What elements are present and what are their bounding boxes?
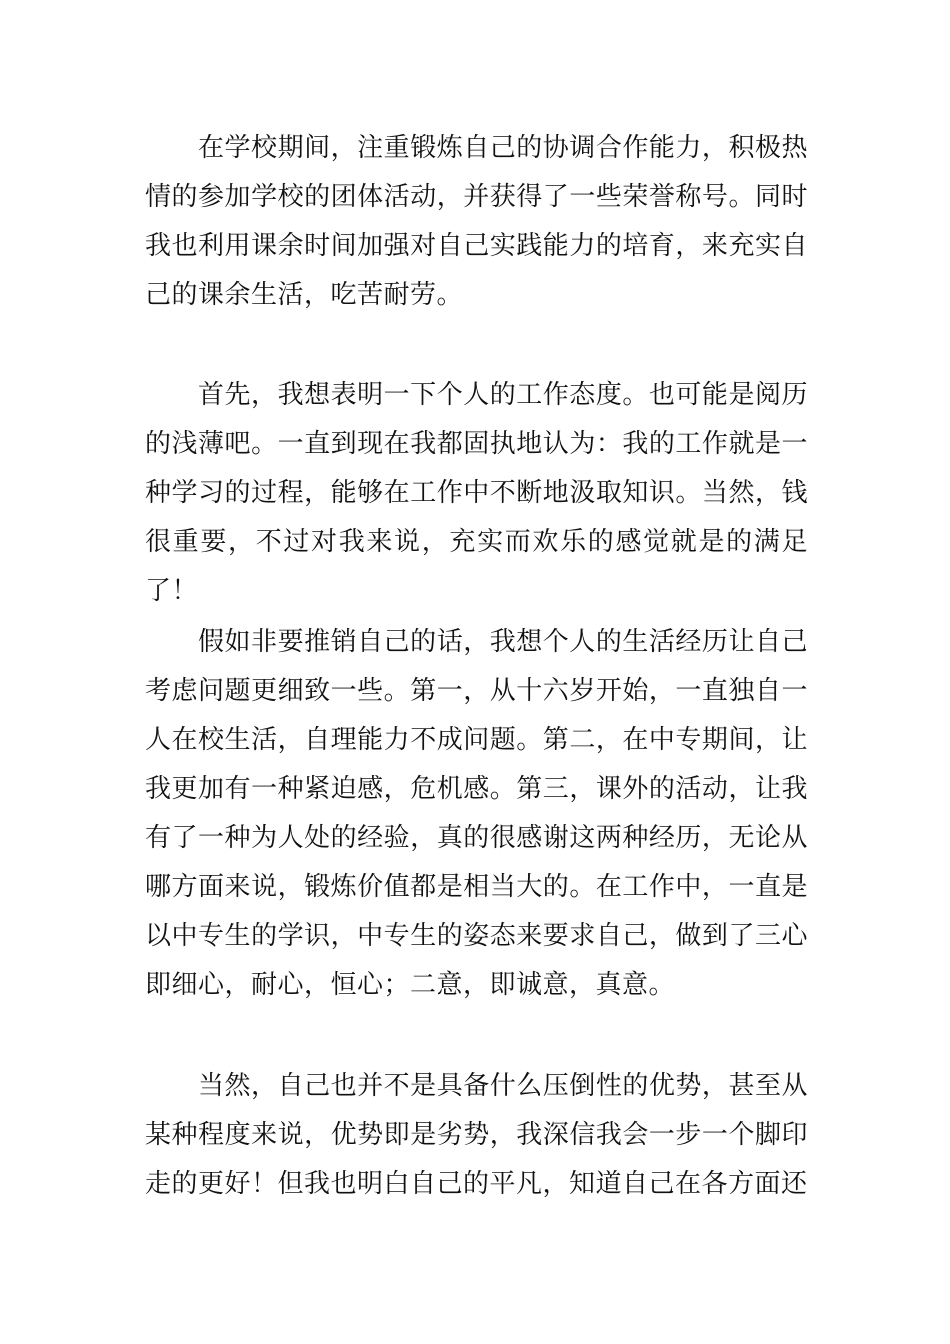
paragraph-work-attitude: 首先，我想表明一下个人的工作态度。也可能是阅历的浅薄吧。一直到现在我都固执地认为：我的工作就是一种学习的过程，能够在工作中不断地汲取知识。当然，钱很重要，不过对我来说，充实而欢乐的感觉就是的满足了！ [145,380,808,606]
paragraph-life-experience: 假如非要推销自己的话，我想个人的生活经历让自己考虑问题更细致一些。第一，从十六岁开始，一直独自一人在校生活，自理能力不成问题。第二，在中专期间，让我更加有一种紧迫感，危机感。第三，课外的活动，让我有了一种为人处的经验，真的很感谢这两种经历，无论从哪方面来说，锻炼价值都是相当大的。在工作中，一直是以中专生的学识，中专生的姿态来要求自己，做到了三心即细心，耐心，恒心；二意，即诚意，真意。 [145,627,808,1000]
paragraph-strengths: 当然，自己也并不是具备什么压倒性的优势，甚至从某种程度来说，优势即是劣势，我深信我会一步一个脚印走的更好！但我也明白自己的平凡，知道自己在各方面还 [145,1071,808,1199]
paragraph-school-activities: 在学校期间，注重锻炼自己的协调合作能力，积极热情的参加学校的团体活动，并获得了一些荣誉称号。同时我也利用课余时间加强对自己实践能力的培育，来充实自己的课余生活，吃苦耐劳。 [145,133,808,310]
